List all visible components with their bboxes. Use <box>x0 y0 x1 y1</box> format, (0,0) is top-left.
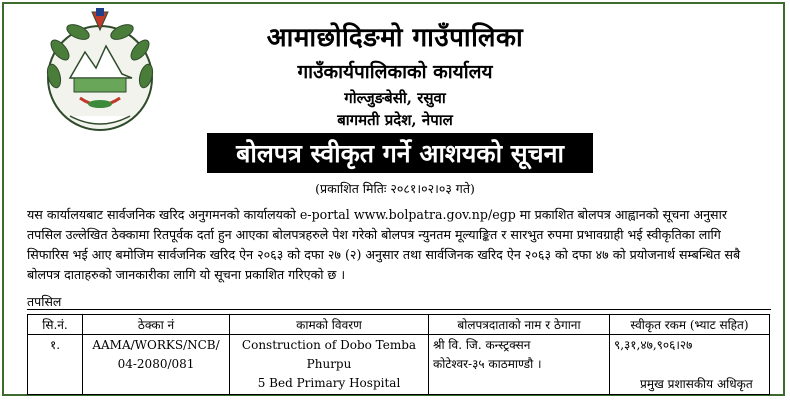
signature-title: प्रमुख प्रशासकीय अधिकृत <box>640 377 753 391</box>
table-header-row <box>28 315 770 335</box>
header-bidder: बोलपत्रदाताको नाम र ठेगाना <box>429 315 610 335</box>
work-line: 5 Bed Primary Hospital <box>257 376 401 390</box>
header-amount: स्वीकृत रकम (भ्याट सहित) <box>610 315 770 335</box>
office-province: बागमती प्रदेश, नेपाल <box>337 111 453 129</box>
cell-contract-no <box>83 335 230 395</box>
tapasil-label: तपसिल <box>27 294 62 309</box>
bidder-line: श्री वि. जि. कन्स्ट्रक्सन <box>433 338 531 352</box>
contract-no-line: AAMA/WORKS/NCB/ <box>92 338 220 352</box>
cell-work-description <box>230 335 429 395</box>
header-work-description: कामको विवरण <box>230 315 429 335</box>
header-contract-no: ठेक्का नं <box>83 315 230 335</box>
notice-body-line: सिफारिस भई आए बमोजिम सार्वजनिक खरिद ऐन २०६३ को दफा २७ (२) अनुसार तथा सार्वजिनक खरिद ऐन २०६३ को दफा ४७ को प्रयोजनार्थ सम्बन्धित सबै <box>27 247 741 262</box>
work-line: Construction of Dobo Temba Phurpu <box>241 338 417 371</box>
office-name: गाउँकार्यपालिकाको कार्यालय <box>297 61 493 83</box>
office-location: गोल्जुङबेसी, रसुवा <box>344 89 446 107</box>
bidder-line: कोटेश्वर-३५ काठमाण्डौ । <box>433 357 542 371</box>
notice-body-line: यस कार्यालयबाट सार्वजनिक खरिद अनुगमनको कार्यालयको e-portal www.bolpatra.gov.np/egp मा प्रकाशित बोलपत्र आह्वानको सूचना अनुसार <box>27 207 727 222</box>
notice-body-line: बोलपत्र दाताहरुको जानकारीका लागि यो सूचना प्रकाशित गरिएको छ । <box>27 267 346 282</box>
cell-bidder <box>429 335 610 395</box>
tapasil-divider <box>27 309 771 310</box>
notice-title: बोलपत्र स्वीकृत गर्ने आशयको सूचना <box>207 133 593 173</box>
municipality-name: आमाछोदिङमो गाउँपालिका <box>266 23 524 53</box>
cell-amount: ९,३१,४७,९०६।२७ <box>610 335 770 395</box>
published-date: (प्रकाशित मितिः २०८१।०२।०३ गते) <box>315 181 475 196</box>
notice-body-line: तपसिल उल्लेखित ठेक्कामा रितपूर्वक दर्ता हुन आएका बोलपत्रहरुले पेश गरेको बोलपत्र न्युनतम मूल्याङ्कित र सारभुत रुपमा प्रभावग्राही भई स्वीकृतिका लागि <box>27 227 721 242</box>
cell-serial: १. <box>28 335 83 395</box>
notice-body <box>27 205 775 285</box>
contract-no-line: 04-2080/081 <box>117 357 195 371</box>
header-serial: सि.नं. <box>28 315 83 335</box>
